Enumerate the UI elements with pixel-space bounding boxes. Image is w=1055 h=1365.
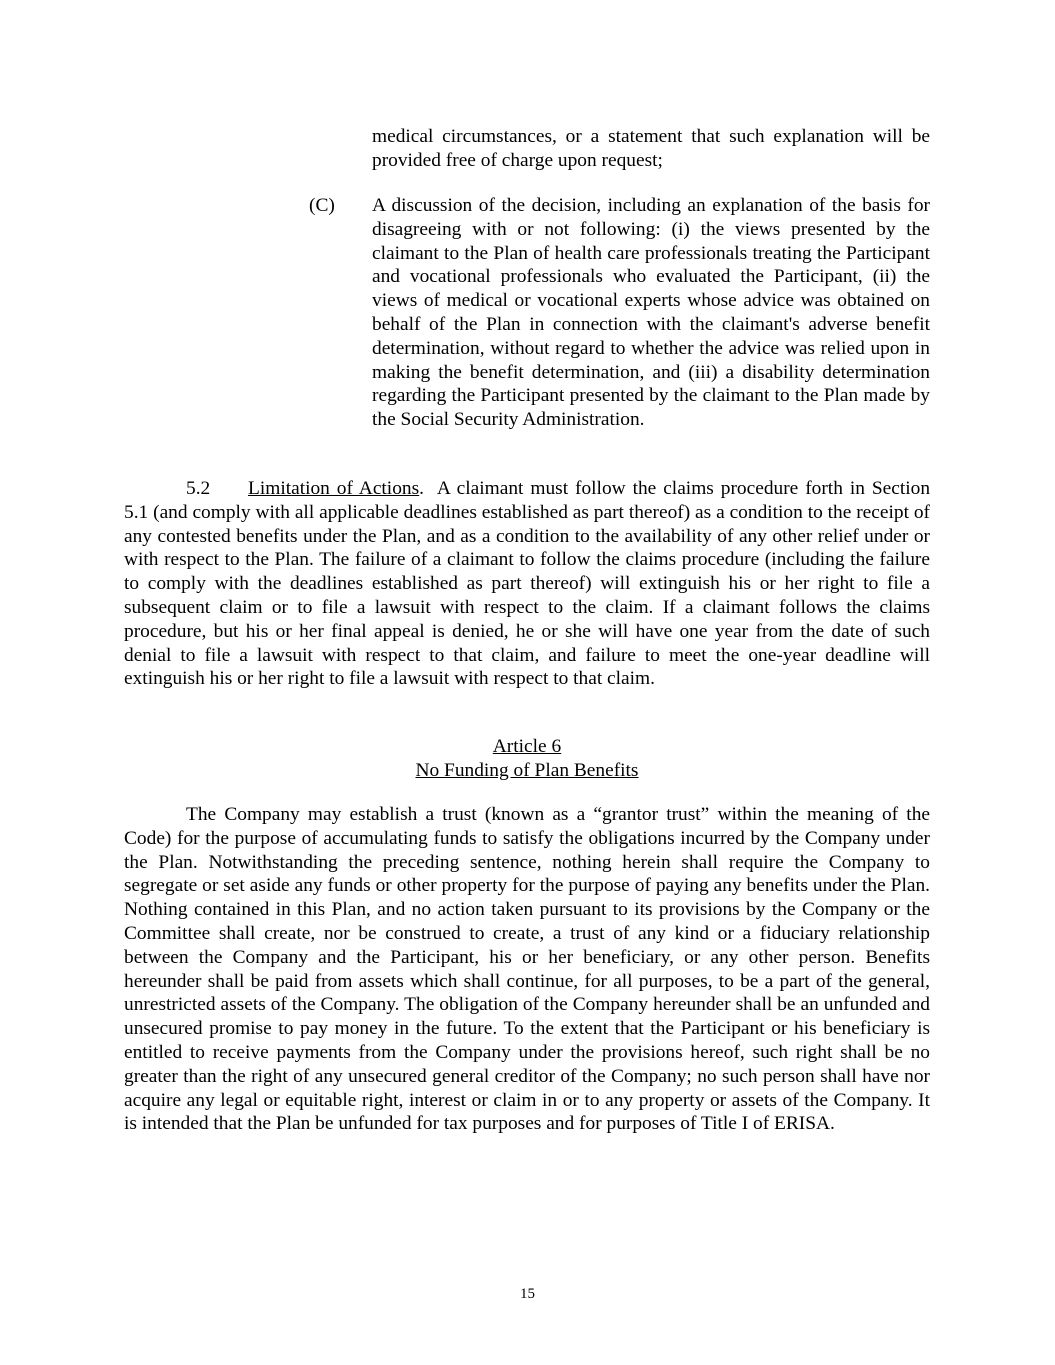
item-c-text: A discussion of the decision, including an explanation of the basis for disagreeing with or not following: (i) the views presented by the claimant to the Plan of health care professionals treating the Participant and vocational professionals who evaluated the Participant, (ii) the views of medical or vocational experts whose advice was obtained on behalf of the Plan in connection with the claimant's adverse benefit determination, without regard to whether the advice was relied upon in making the benefit determination, and (iii) a disability determination regarding the Participant presented by the claimant to the Plan made by the Social Security Administration. <box>372 195 930 431</box>
section-5-2-text: A claimant must follow the claims procedure forth in Section 5.1 (and comply with all applicable deadlines established as part thereof) as a condition to the receipt of any contested benefits under the Plan, and as a condition to the availability of any other relief under or with respect to the Plan. The failure of a claimant to follow the claims procedure (including the failure to comply with the deadlines established as part thereof) will extinguish his or her right to file a subsequent claim or to file a lawsuit with respect to the claim. If a claimant follows the claims procedure, but his or her final appeal is denied, he or she will have one year from the date of such denial to file a lawsuit with respect to that claim, and failure to meet the one-year deadline will extinguish his or her right to file a lawsuit with respect to that claim. <box>124 478 931 690</box>
article-6-title: Article 6 <box>492 736 562 757</box>
page-number: 15 <box>520 1286 535 1302</box>
section-5-2-heading: Limitation of Actions <box>248 478 420 499</box>
article-6-subtitle: No Funding of Plan Benefits <box>415 759 639 781</box>
article-6-heading <box>124 735 930 783</box>
item-c <box>309 194 930 432</box>
section-5-2-number: 5.2 <box>186 478 211 499</box>
section-5-2-heading-period: . <box>419 478 424 499</box>
item-c-label: (C) <box>309 195 335 216</box>
article-6-paragraph: The Company may establish a trust (known as a “grantor trust” within the meaning of the Code) for the purpose of accumulating funds to satisfy the obligations incurred by the Company under the Plan. Notwithstanding the preceding sentence, nothing herein shall require the Company to segregate or set aside any funds or other property for the purpose of paying any benefits under the Plan. Nothing contained in this Plan, and no action taken pursuant to its provisions by the Company or the Committee shall create, nor be construed to create, a trust of any kind or a fiduciary relationship between the Company and the Participant, his or her beneficiary, or any other person. Benefits hereunder shall be paid from assets which shall continue, for all purposes, to be a part of the general, unrestricted assets of the Company. The obligation of the Company hereunder shall be an unfunded and unsecured promise to pay money in the future. To the extent that the Participant or his beneficiary is entitled to receive payments from the Company under the provisions hereof, such right shall be no greater than the right of any unsecured general creditor of the Company; no such person shall have nor acquire any legal or equitable right, interest or claim in or to any property or assets of the Company. It is intended that the Plan be unfunded for tax purposes and for purposes of Title I of ERISA. <box>124 804 930 1135</box>
section-5-2-paragraph <box>124 477 930 691</box>
item-b-continuation: medical circumstances, or a statement that such explanation will be provided free of charge upon request; <box>372 126 930 171</box>
